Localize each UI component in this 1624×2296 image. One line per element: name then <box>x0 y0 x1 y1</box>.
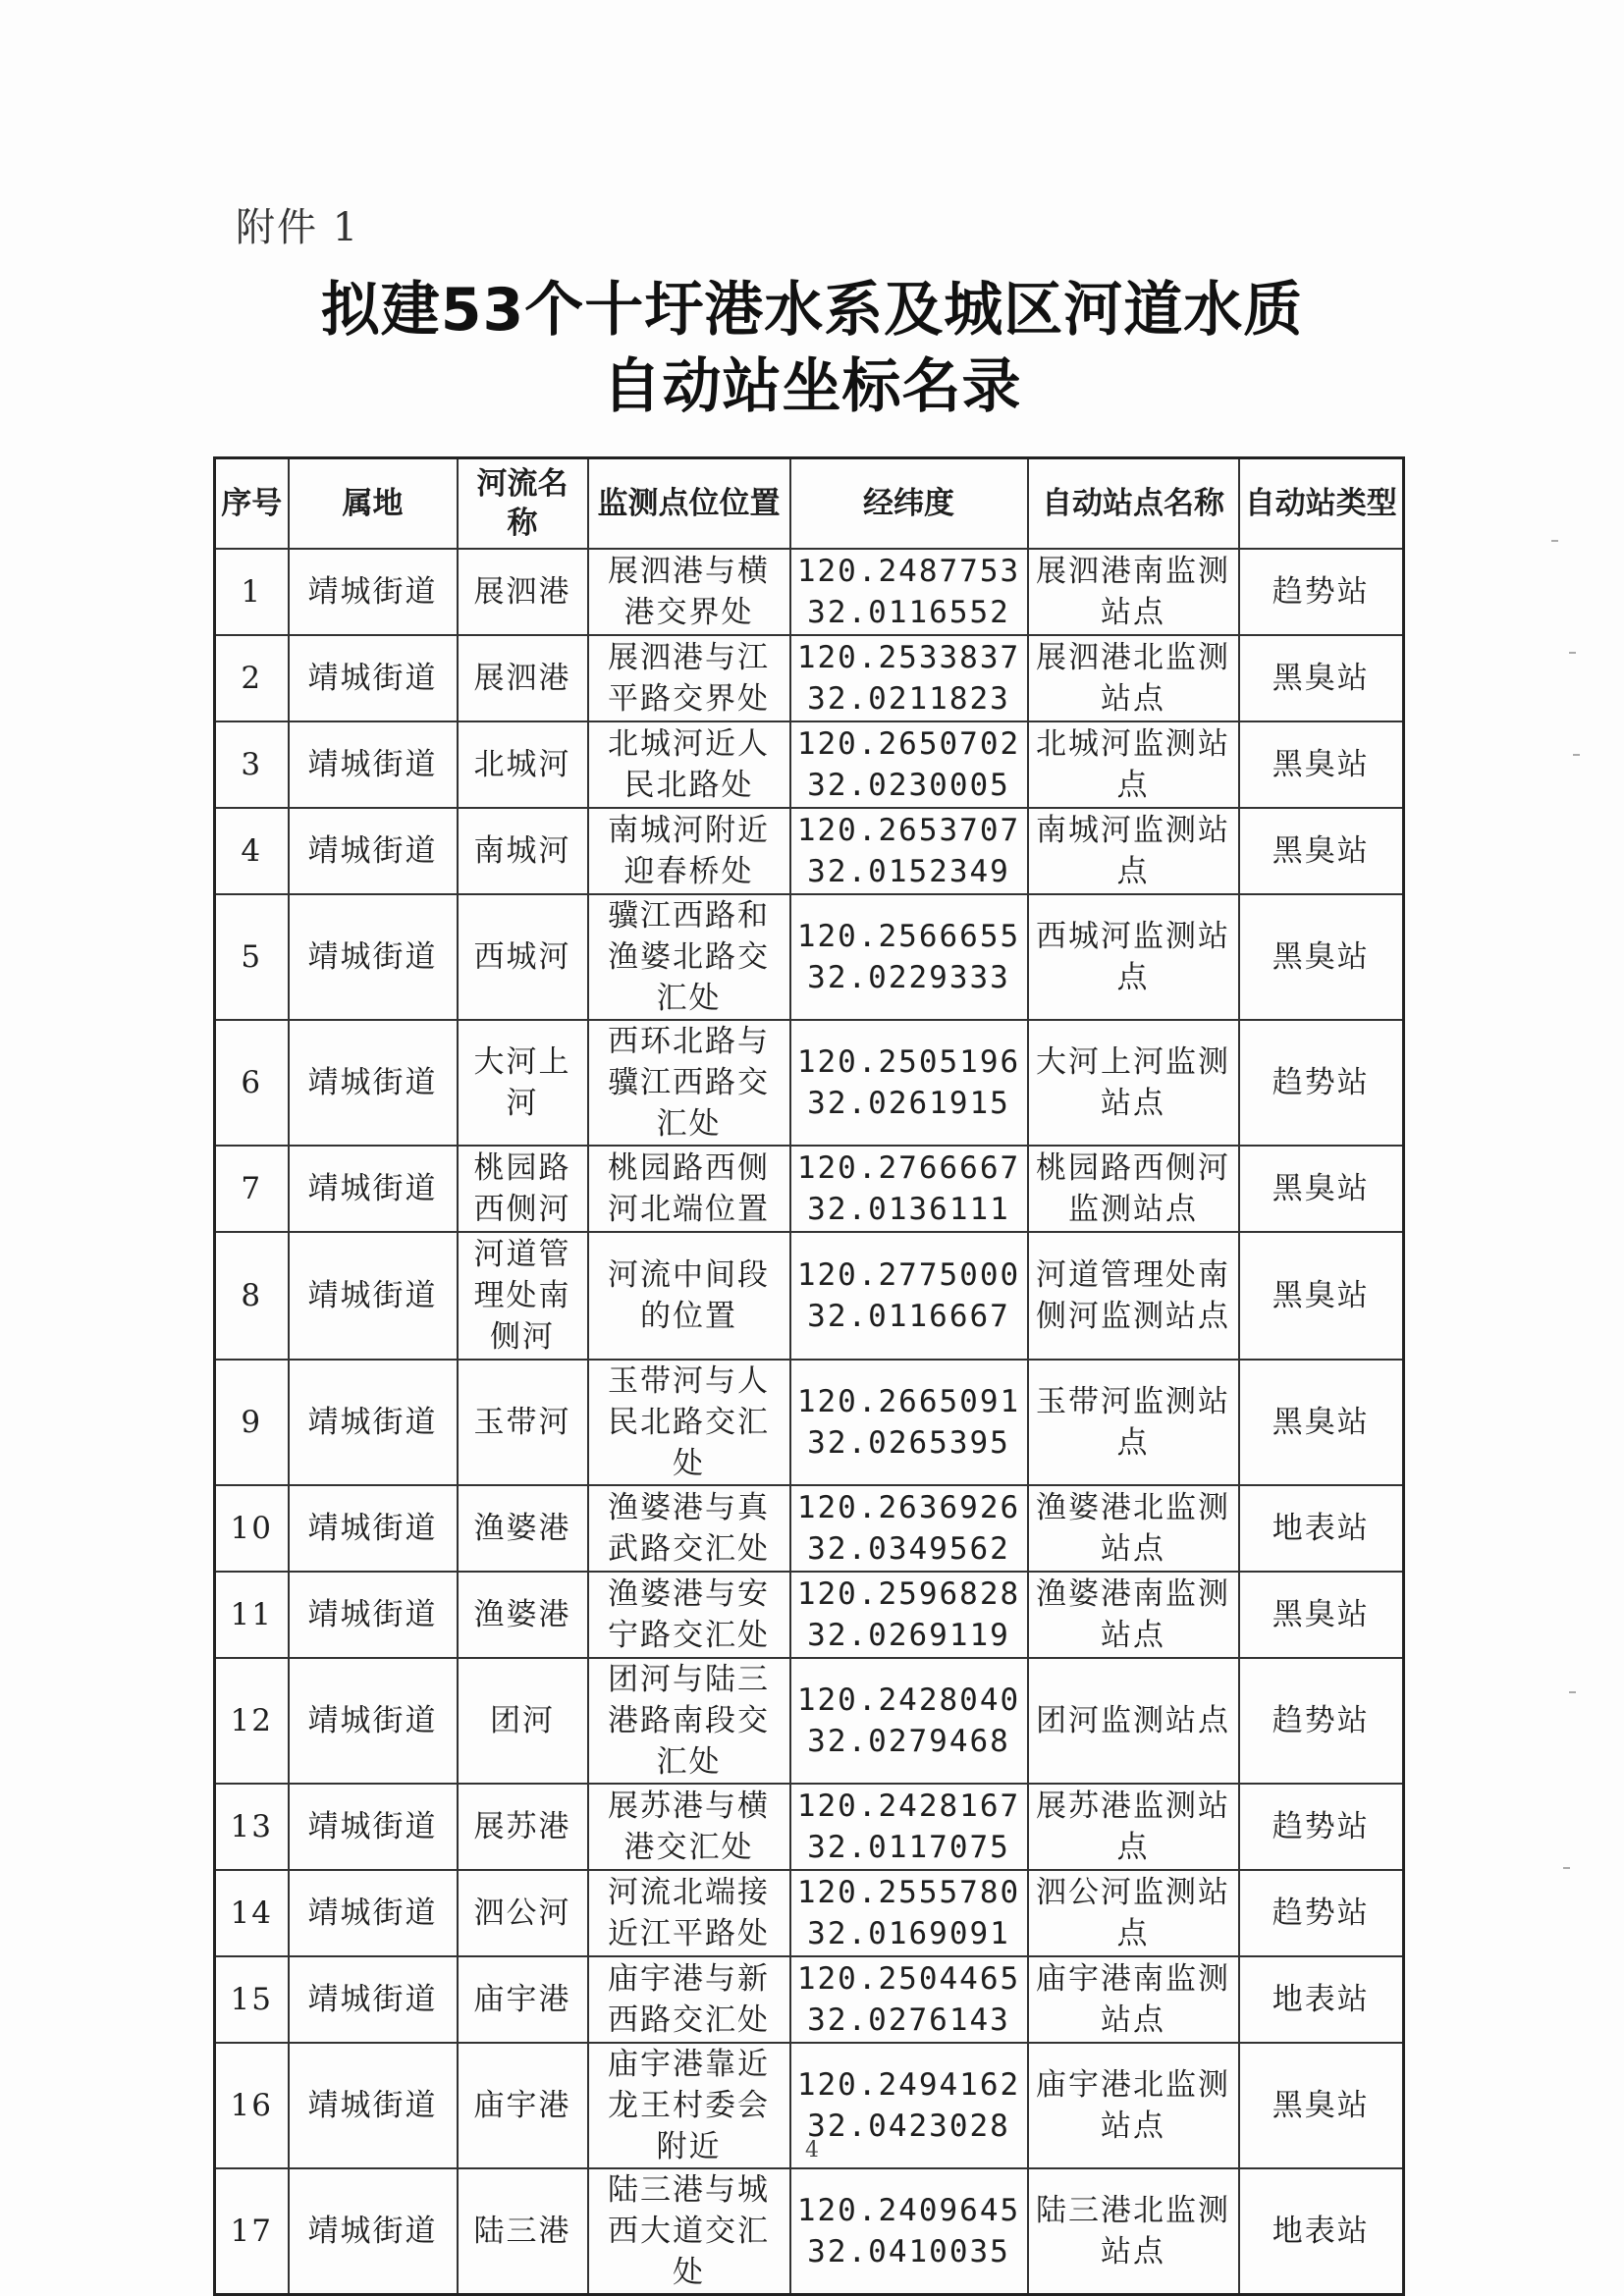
cell-location: 庙宇港与新西路交汇处 <box>588 1956 790 2043</box>
cell-river: 西城河 <box>458 894 588 1020</box>
cell-area: 靖城街道 <box>289 1870 458 1956</box>
cell-area: 靖城街道 <box>289 1956 458 2043</box>
cell-station-name: 河道管理处南侧河监测站点 <box>1028 1232 1239 1360</box>
table-row <box>215 1658 1404 1784</box>
latitude-value: 32.0136111 <box>807 1192 1010 1227</box>
latitude-value: 32.0116552 <box>807 595 1010 630</box>
cell-area: 靖城街道 <box>289 1784 458 1870</box>
longitude-value: 120.2596828 <box>796 1576 1021 1612</box>
cell-river: 庙宇港 <box>458 2043 588 2168</box>
header-area: 属地 <box>289 458 458 550</box>
cell-river: 团河 <box>458 1658 588 1784</box>
table-row <box>215 1232 1404 1360</box>
longitude-value: 120.2494162 <box>796 2067 1021 2103</box>
table-row <box>215 1870 1404 1956</box>
cell-station-type: 黑臭站 <box>1239 1360 1404 1485</box>
cell-index: 8 <box>215 1232 289 1360</box>
station-coordinates-table <box>213 456 1405 2296</box>
scan-artifact <box>1563 1867 1570 1869</box>
latitude-value: 32.0410035 <box>807 2234 1010 2269</box>
cell-index: 17 <box>215 2168 289 2295</box>
attachment-label: 附件 1 <box>236 205 360 250</box>
longitude-value: 120.2650702 <box>796 726 1021 762</box>
table-row <box>215 549 1404 635</box>
cell-area: 靖城街道 <box>289 1485 458 1572</box>
cell-index: 6 <box>215 1020 289 1146</box>
document-title-line-1: 拟建53个十圩港水系及城区河道水质 <box>320 276 1304 345</box>
cell-river: 桃园路西侧河 <box>458 1146 588 1232</box>
cell-coordinates <box>790 549 1028 635</box>
cell-station-name: 玉带河监测站点 <box>1028 1360 1239 1485</box>
cell-coordinates <box>790 1146 1028 1232</box>
cell-location: 展泗港与横港交界处 <box>588 549 790 635</box>
cell-index: 3 <box>215 721 289 808</box>
cell-coordinates <box>790 1572 1028 1658</box>
cell-index: 10 <box>215 1485 289 1572</box>
longitude-value: 120.2766667 <box>796 1150 1021 1186</box>
cell-station-name: 西城河监测站点 <box>1028 894 1239 1020</box>
cell-station-name: 渔婆港南监测站点 <box>1028 1572 1239 1658</box>
cell-station-name: 北城河监测站点 <box>1028 721 1239 808</box>
table-row <box>215 635 1404 721</box>
cell-location: 渔婆港与安宁路交汇处 <box>588 1572 790 1658</box>
cell-location: 南城河附近迎春桥处 <box>588 808 790 894</box>
cell-area: 靖城街道 <box>289 635 458 721</box>
cell-station-type: 趋势站 <box>1239 1658 1404 1784</box>
cell-station-type: 黑臭站 <box>1239 635 1404 721</box>
latitude-value: 32.0116667 <box>807 1299 1010 1334</box>
cell-coordinates <box>790 1485 1028 1572</box>
table-row <box>215 2168 1404 2295</box>
scan-artifact <box>1569 1691 1576 1693</box>
cell-station-type: 黑臭站 <box>1239 721 1404 808</box>
header-station-name: 自动站点名称 <box>1028 458 1239 550</box>
cell-coordinates <box>790 1232 1028 1360</box>
table-header-row <box>215 458 1404 550</box>
table-row <box>215 1146 1404 1232</box>
cell-index: 13 <box>215 1784 289 1870</box>
longitude-value: 120.2428167 <box>796 1789 1021 1824</box>
longitude-value: 120.2505196 <box>796 1044 1021 1080</box>
cell-location: 骥江西路和渔婆北路交汇处 <box>588 894 790 1020</box>
cell-coordinates <box>790 1956 1028 2043</box>
cell-location: 陆三港与城西大道交汇处 <box>588 2168 790 2295</box>
cell-station-type: 趋势站 <box>1239 1870 1404 1956</box>
cell-coordinates <box>790 721 1028 808</box>
longitude-value: 120.2487753 <box>796 554 1021 589</box>
longitude-value: 120.2636926 <box>796 1490 1021 1525</box>
cell-river: 玉带河 <box>458 1360 588 1485</box>
header-station-type: 自动站类型 <box>1239 458 1404 550</box>
cell-station-name: 团河监测站点 <box>1028 1658 1239 1784</box>
cell-river: 庙宇港 <box>458 1956 588 2043</box>
cell-station-name: 庙宇港北监测站点 <box>1028 2043 1239 2168</box>
longitude-value: 120.2504465 <box>796 1961 1021 1997</box>
cell-station-name: 展泗港北监测站点 <box>1028 635 1239 721</box>
header-index: 序号 <box>215 458 289 550</box>
cell-location: 展泗港与江平路交界处 <box>588 635 790 721</box>
longitude-value: 120.2555780 <box>796 1875 1021 1910</box>
cell-coordinates <box>790 1658 1028 1784</box>
cell-river: 陆三港 <box>458 2168 588 2295</box>
cell-area: 靖城街道 <box>289 1232 458 1360</box>
cell-area: 靖城街道 <box>289 894 458 1020</box>
cell-station-type: 趋势站 <box>1239 1784 1404 1870</box>
cell-location: 北城河近人民北路处 <box>588 721 790 808</box>
cell-coordinates <box>790 2168 1028 2295</box>
cell-index: 12 <box>215 1658 289 1784</box>
latitude-value: 32.0261915 <box>807 1086 1010 1121</box>
latitude-value: 32.0265395 <box>807 1425 1010 1461</box>
cell-area: 靖城街道 <box>289 721 458 808</box>
scan-artifact <box>1569 652 1576 654</box>
cell-coordinates <box>790 808 1028 894</box>
latitude-value: 32.0269119 <box>807 1618 1010 1653</box>
table-row <box>215 1485 1404 1572</box>
cell-station-name: 泗公河监测站点 <box>1028 1870 1239 1956</box>
longitude-value: 120.2665091 <box>796 1384 1021 1419</box>
cell-location: 庙宇港靠近龙王村委会附近 <box>588 2043 790 2168</box>
cell-area: 靖城街道 <box>289 549 458 635</box>
cell-river: 南城河 <box>458 808 588 894</box>
longitude-value: 120.2653707 <box>796 813 1021 848</box>
cell-station-name: 庙宇港南监测站点 <box>1028 1956 1239 2043</box>
latitude-value: 32.0279468 <box>807 1724 1010 1759</box>
cell-river: 展泗港 <box>458 549 588 635</box>
cell-index: 9 <box>215 1360 289 1485</box>
cell-coordinates <box>790 635 1028 721</box>
cell-index: 4 <box>215 808 289 894</box>
cell-station-name: 陆三港北监测站点 <box>1028 2168 1239 2295</box>
cell-station-type: 黑臭站 <box>1239 1232 1404 1360</box>
longitude-value: 120.2775000 <box>796 1257 1021 1293</box>
latitude-value: 32.0276143 <box>807 2002 1010 2038</box>
header-river: 河流名称 <box>458 458 588 550</box>
cell-location: 河流北端接近江平路处 <box>588 1870 790 1956</box>
cell-coordinates <box>790 894 1028 1020</box>
cell-area: 靖城街道 <box>289 1572 458 1658</box>
header-location: 监测点位位置 <box>588 458 790 550</box>
cell-index: 1 <box>215 549 289 635</box>
cell-station-type: 黑臭站 <box>1239 808 1404 894</box>
latitude-value: 32.0169091 <box>807 1916 1010 1951</box>
longitude-value: 120.2566655 <box>796 919 1021 954</box>
cell-station-name: 展泗港南监测站点 <box>1028 549 1239 635</box>
cell-location: 玉带河与人民北路交汇处 <box>588 1360 790 1485</box>
cell-index: 2 <box>215 635 289 721</box>
cell-index: 14 <box>215 1870 289 1956</box>
table-row <box>215 1784 1404 1870</box>
table-row <box>215 1360 1404 1485</box>
cell-location: 河流中间段的位置 <box>588 1232 790 1360</box>
cell-index: 15 <box>215 1956 289 2043</box>
latitude-value: 32.0230005 <box>807 768 1010 803</box>
cell-index: 7 <box>215 1146 289 1232</box>
cell-area: 靖城街道 <box>289 1360 458 1485</box>
cell-river: 泗公河 <box>458 1870 588 1956</box>
page-number: 4 <box>805 2138 819 2163</box>
cell-station-type: 地表站 <box>1239 2168 1404 2295</box>
longitude-value: 120.2409645 <box>796 2193 1021 2228</box>
cell-station-type: 趋势站 <box>1239 549 1404 635</box>
cell-location: 团河与陆三港路南段交汇处 <box>588 1658 790 1784</box>
table-row <box>215 1956 1404 2043</box>
cell-river: 北城河 <box>458 721 588 808</box>
cell-area: 靖城街道 <box>289 1020 458 1146</box>
cell-coordinates <box>790 1870 1028 1956</box>
scan-artifact <box>1573 754 1580 756</box>
cell-coordinates <box>790 1360 1028 1485</box>
cell-station-name: 展苏港监测站点 <box>1028 1784 1239 1870</box>
cell-location: 展苏港与横港交汇处 <box>588 1784 790 1870</box>
cell-location: 西环北路与骥江西路交汇处 <box>588 1020 790 1146</box>
cell-station-type: 地表站 <box>1239 1956 1404 2043</box>
cell-location: 桃园路西侧河北端位置 <box>588 1146 790 1232</box>
cell-station-type: 黑臭站 <box>1239 1572 1404 1658</box>
cell-river: 展泗港 <box>458 635 588 721</box>
table-row <box>215 808 1404 894</box>
latitude-value: 32.0423028 <box>807 2109 1010 2144</box>
longitude-value: 120.2428040 <box>796 1682 1021 1718</box>
latitude-value: 32.0349562 <box>807 1531 1010 1567</box>
cell-station-name: 渔婆港北监测站点 <box>1028 1485 1239 1572</box>
latitude-value: 32.0152349 <box>807 854 1010 889</box>
cell-index: 11 <box>215 1572 289 1658</box>
table-row <box>215 1572 1404 1658</box>
cell-area: 靖城街道 <box>289 2043 458 2168</box>
cell-location: 渔婆港与真武路交汇处 <box>588 1485 790 1572</box>
header-coordinates: 经纬度 <box>790 458 1028 550</box>
cell-river: 渔婆港 <box>458 1485 588 1572</box>
cell-station-type: 趋势站 <box>1239 1020 1404 1146</box>
table-row <box>215 894 1404 1020</box>
latitude-value: 32.0117075 <box>807 1830 1010 1865</box>
cell-river: 大河上河 <box>458 1020 588 1146</box>
cell-area: 靖城街道 <box>289 1146 458 1232</box>
cell-station-type: 地表站 <box>1239 1485 1404 1572</box>
cell-river: 河道管理处南侧河 <box>458 1232 588 1360</box>
cell-station-type: 黑臭站 <box>1239 1146 1404 1232</box>
cell-coordinates <box>790 1020 1028 1146</box>
latitude-value: 32.0211823 <box>807 681 1010 717</box>
cell-area: 靖城街道 <box>289 1658 458 1784</box>
cell-station-name: 大河上河监测站点 <box>1028 1020 1239 1146</box>
scan-artifact <box>1551 540 1558 542</box>
cell-index: 5 <box>215 894 289 1020</box>
cell-station-name: 桃园路西侧河监测站点 <box>1028 1146 1239 1232</box>
table-row <box>215 721 1404 808</box>
longitude-value: 120.2533837 <box>796 640 1021 675</box>
document-title-line-2: 自动站坐标名录 <box>602 352 1022 421</box>
cell-area: 靖城街道 <box>289 2168 458 2295</box>
latitude-value: 32.0229333 <box>807 960 1010 995</box>
cell-area: 靖城街道 <box>289 808 458 894</box>
cell-station-type: 黑臭站 <box>1239 2043 1404 2168</box>
cell-index: 16 <box>215 2043 289 2168</box>
table-row <box>215 1020 1404 1146</box>
cell-river: 展苏港 <box>458 1784 588 1870</box>
cell-coordinates <box>790 1784 1028 1870</box>
cell-station-type: 黑臭站 <box>1239 894 1404 1020</box>
cell-river: 渔婆港 <box>458 1572 588 1658</box>
cell-station-name: 南城河监测站点 <box>1028 808 1239 894</box>
